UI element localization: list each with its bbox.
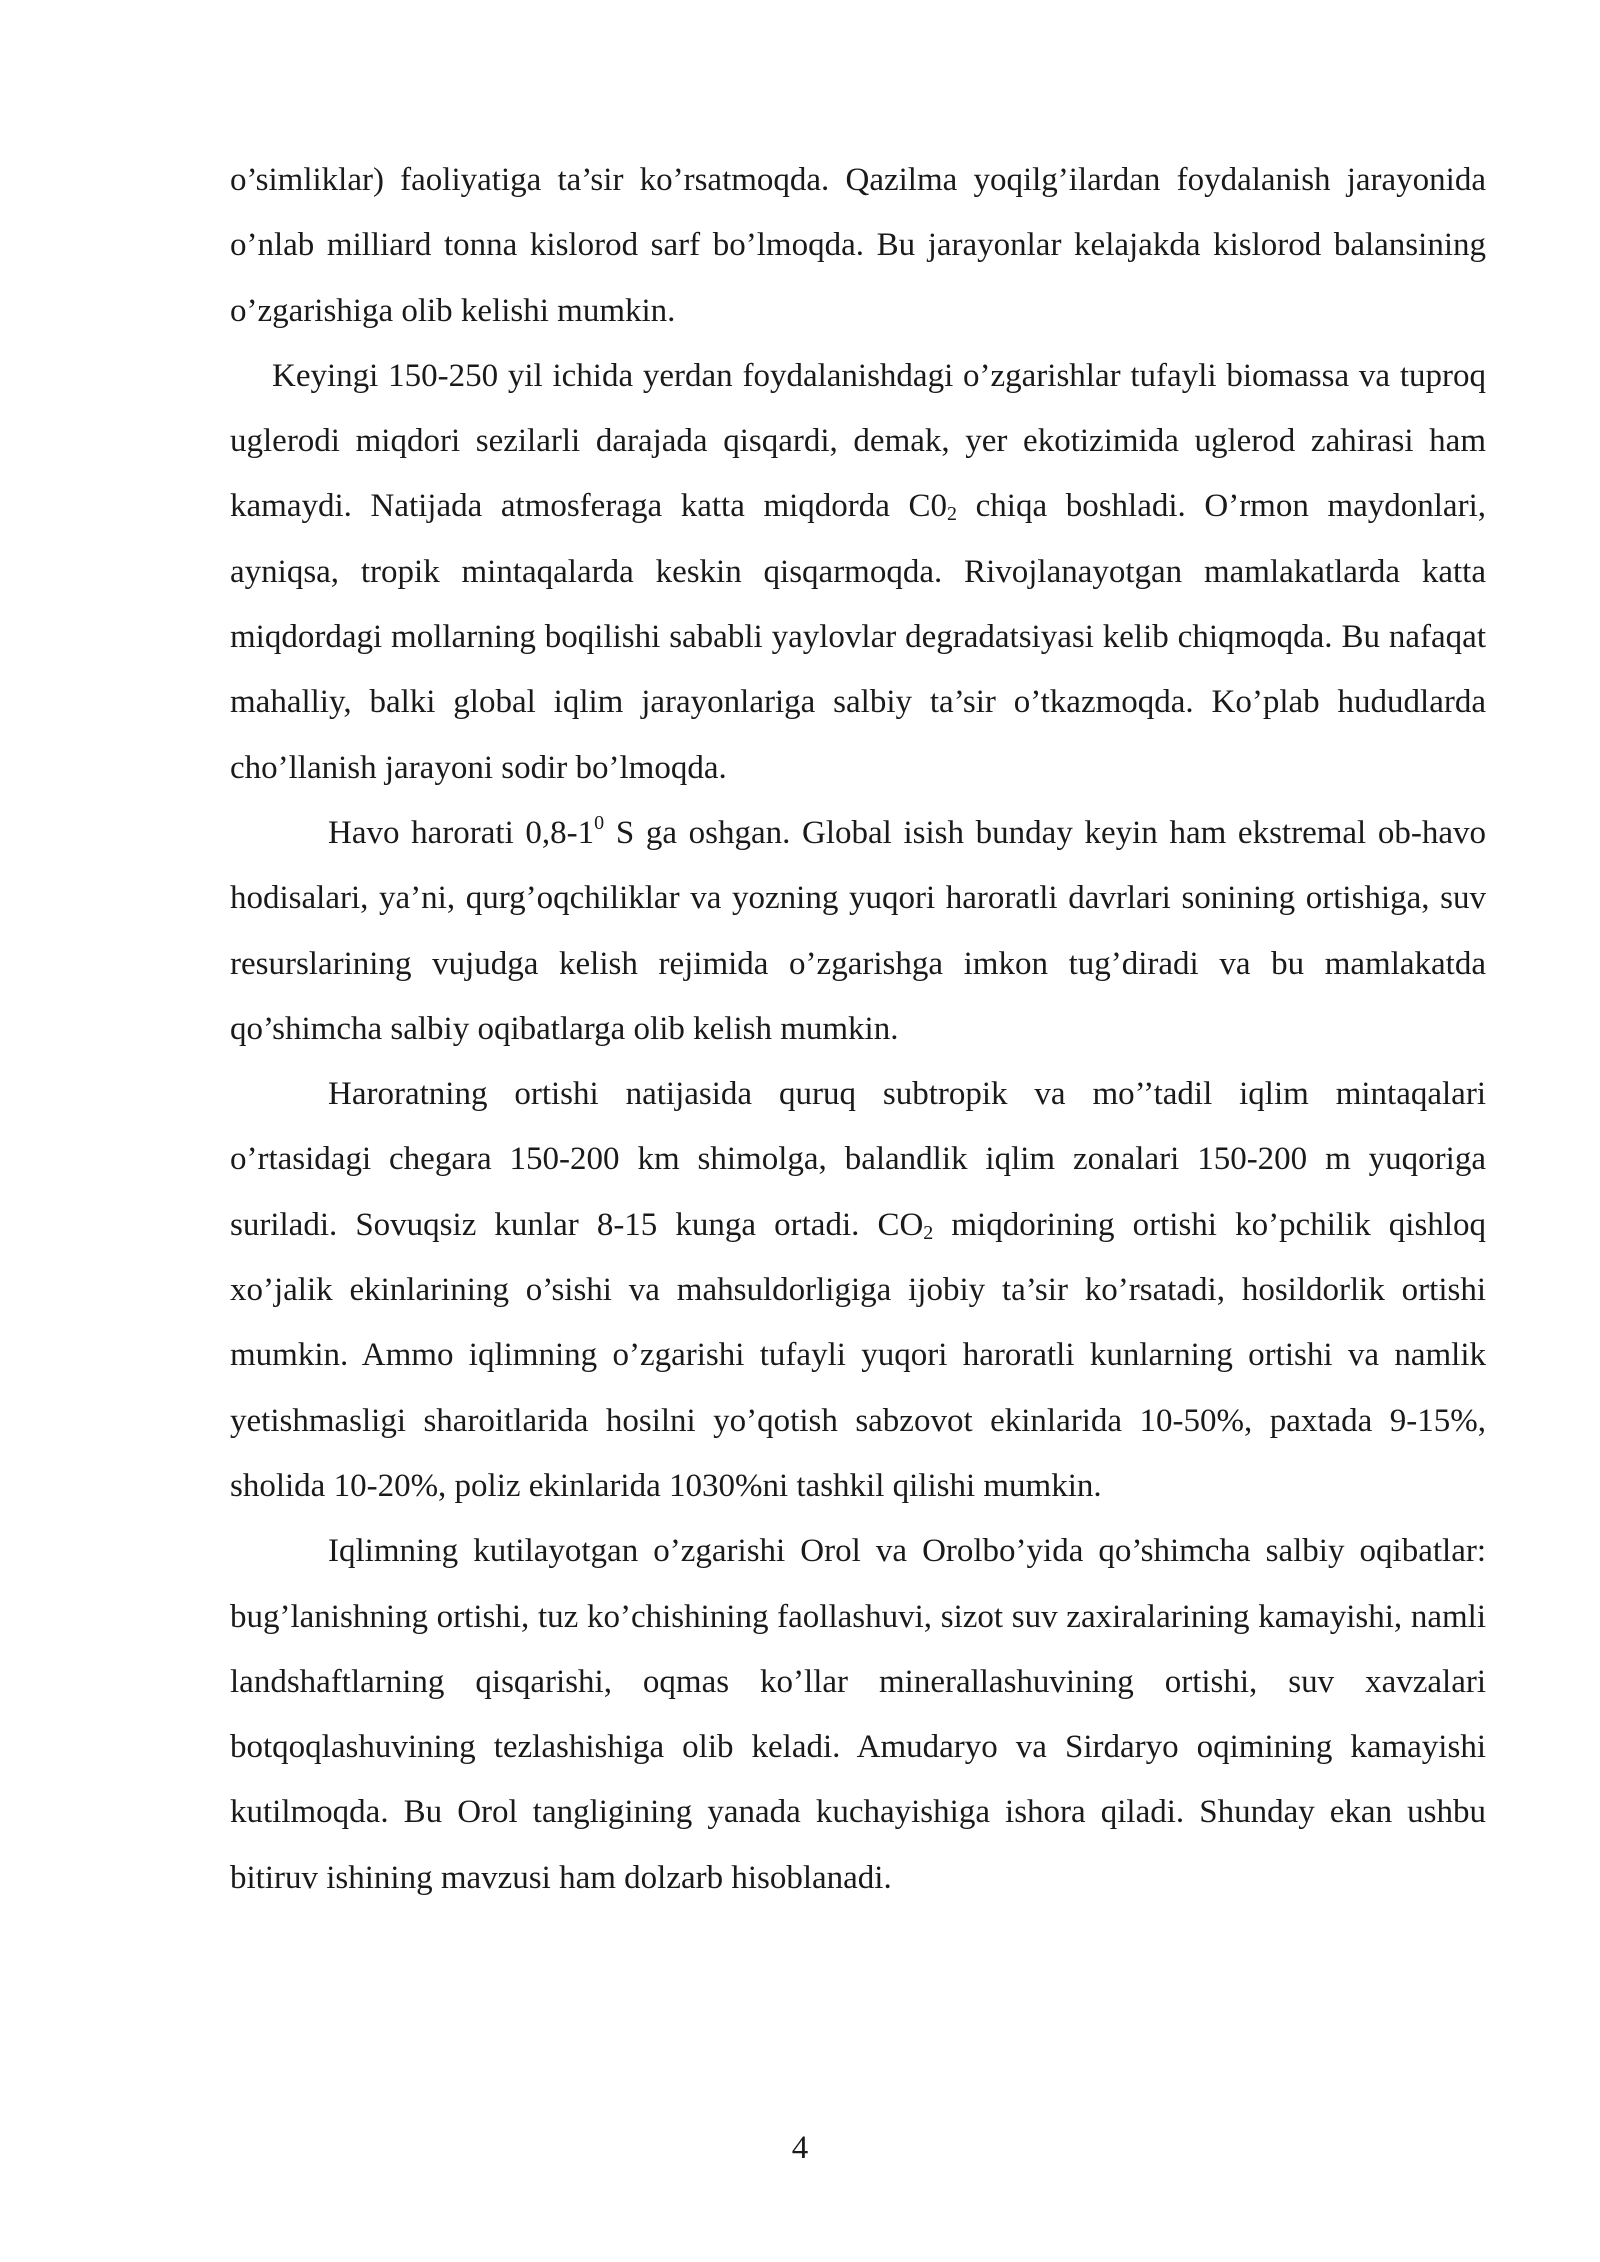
paragraph-aral-sea bbox=[230, 1519, 1486, 1911]
paragraph-carbon-loss bbox=[230, 344, 1486, 801]
paragraph-climate-zones bbox=[230, 1062, 1486, 1519]
paragraph-text: Havo harorati 0,8-1 bbox=[328, 814, 595, 851]
body-text bbox=[230, 148, 1486, 1911]
paragraph-text: S ga oshgan. Global isish bunday keyin ham ekstremal ob-havo hodisalari, ya’ni, qurg’oqchiliklar va yozning yuqori haroratli davrlari sonining ortishiga, suv resurslarining vujudga kelish rejimida o’zgarishga imkon tug’diradi va bu mamlakatda qo’shimcha salbiy oqibatlarga olib kelish mumkin. bbox=[230, 814, 1486, 1047]
paragraph-text: Iqlimning kutilayotgan o’zgarishi Orol va Orolbo’yida qo’shimcha salbiy oqibatlar: bug’lanishning ortishi, tuz ko’chishining faollashuvi, sizot suv zaxiralarining kamayishi, namli landshaftlarning qisqarishi, oqmas ko’llar minerallashuvining ortishi, suv xavzalari botqoqlashuvining tezlashishiga olib keladi. Amudaryo va Sirdaryo oqimining kamayishi kutilmoqda. Bu Orol tangligining yanada kuchayishiga ishora qiladi. Shunday ekan ushbu bitiruv ishining mavzusi ham dolzarb hisoblanadi. bbox=[230, 1533, 1486, 1896]
paragraph-text: o’simliklar) faoliyatiga ta’sir ko’rsatmoqda. Qazilma yoqilg’ilardan foydalanish jarayonida o’nlab milliard tonna kislorod sarf bo’lmoqda. Bu jarayonlar kelajakda kislorod balansining o’zgarishiga olib kelishi mumkin. bbox=[230, 162, 1486, 329]
page-number: 4 bbox=[791, 2130, 809, 2166]
paragraph-text: miqdorining ortishi ko’pchilik qishloq xo’jalik ekinlarining o’sishi va mahsuldorligiga ijobiy ta’sir ko’rsatadi, hosildorlik ortishi mumkin. Ammo iqlimning o’zgarishi tufayli yuqori haroratli kunlarning ortishi va namlik yetishmasligi sharoitlarida hosilni yo’qotish sabzovot ekinlarida 10-50%, paxtada 9-15%, sholida 10-20%, poliz ekinlarida 1030%ni tashkil qilishi mumkin. bbox=[230, 1206, 1486, 1504]
subscript: 2 bbox=[923, 1221, 934, 1244]
paragraph-text: Keyingi 150-250 yil ichida yerdan foydalanishdagi o’zgarishlar tufayli biomassa va tuproq uglerodi miqdori sezilarli darajada qisqardi, demak, yer ekotizimida uglerod zahirasi ham kamaydi. Natijada atmosferaga katta miqdorda C0 bbox=[230, 357, 1486, 525]
paragraph-continuation bbox=[230, 148, 1486, 344]
superscript: 0 bbox=[594, 811, 605, 834]
paragraph-text: chiqa boshladi. O’rmon maydonlari, ayniqsa, tropik mintaqalarda keskin qisqarmoqda. Rivojlanayotgan mamlakatlarda katta miqdordagi mollarning boqilishi sababli yaylovlar degradatsiyasi kelib chiqmoqda. Bu nafaqat mahalliy, balki global iqlim jarayonlariga salbiy ta’sir o’tkazmoqda. Ko’plab hududlarda cho’llanish jarayoni sodir bo’lmoqda. bbox=[230, 488, 1486, 786]
subscript: 2 bbox=[947, 503, 958, 526]
paragraph-text: Haroratning ortishi natijasida quruq subtropik va mo’’tadil iqlim mintaqalari o’rtasidagi chegara 150-200 km shimolga, balandlik iqlim zonalari 150-200 m yuqoriga suriladi. Sovuqsiz kunlar 8-15 kunga ortadi. CO bbox=[230, 1076, 1486, 1243]
paragraph-temperature bbox=[230, 801, 1486, 1062]
